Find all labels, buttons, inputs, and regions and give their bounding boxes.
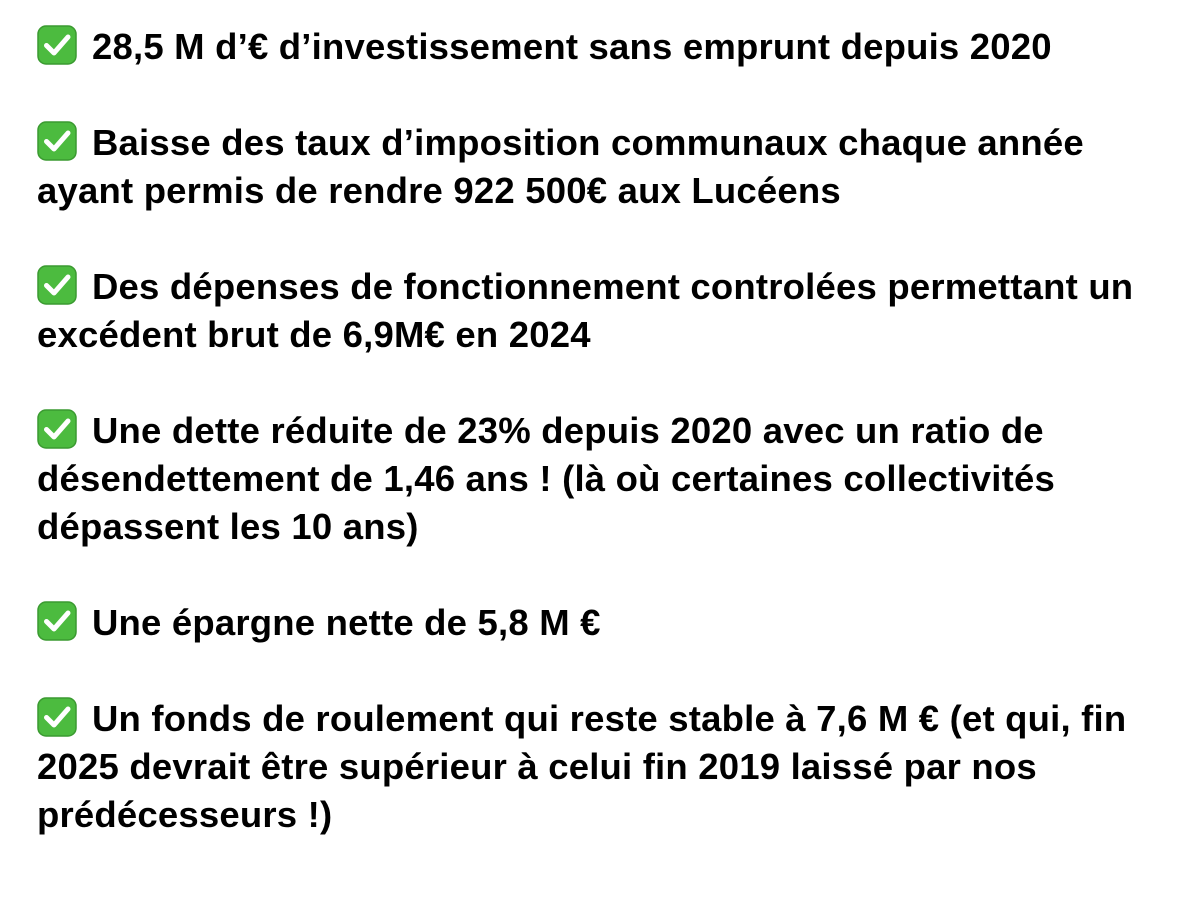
list-item	[37, 599, 1157, 647]
list-item-text: Une épargne nette de 5,8 M €	[92, 602, 601, 643]
list-item-text: Un fonds de roulement qui reste stable à 7,6 M € (et qui, fin 2025 devrait être supérieur à celui fin 2019 laissé par nos prédécesseurs !)	[37, 698, 1127, 835]
check-mark-button-icon	[37, 121, 77, 161]
check-mark-button-icon	[37, 697, 77, 737]
bullet-list	[37, 23, 1157, 839]
list-item-text: 28,5 M d’€ d’investissement sans emprunt depuis 2020	[92, 26, 1052, 67]
list-item-text: Baisse des taux d’imposition communaux chaque année ayant permis de rendre 922 500€ aux Lucéens	[37, 122, 1084, 211]
check-mark-button-icon	[37, 409, 77, 449]
list-item	[37, 695, 1157, 839]
list-item	[37, 407, 1157, 551]
check-mark-button-icon	[37, 265, 77, 305]
list-item	[37, 23, 1157, 71]
list-item-text: Une dette réduite de 23% depuis 2020 avec un ratio de désendettement de 1,46 ans ! (là où certaines collectivités dépassent les 10 ans)	[37, 410, 1055, 547]
list-item	[37, 263, 1157, 359]
check-mark-button-icon	[37, 25, 77, 65]
check-mark-button-icon	[37, 601, 77, 641]
list-item	[37, 119, 1157, 215]
list-item-text: Des dépenses de fonctionnement controlées permettant un excédent brut de 6,9M€ en 2024	[37, 266, 1134, 355]
